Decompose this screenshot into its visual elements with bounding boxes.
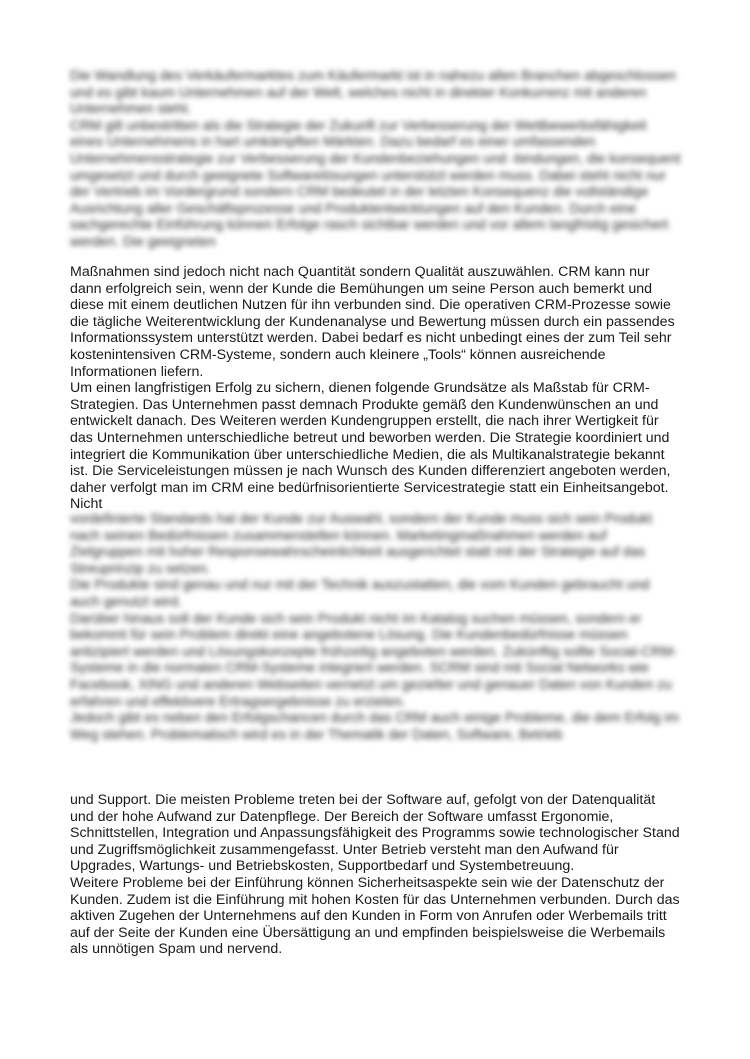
paragraph: Jedoch gibt es neben den Erfolgschancen durch das CRM auch einige Probleme, die dem Erfolg im Weg stehen. Problematisch wird es in der Thematik der Daten, Software, Betrieb bbox=[70, 710, 679, 742]
paragraph: CRM gilt unbestritten als die Strategie der Zukunft zur Verbesserung der Wettbewerbsfähigkeit eines Unternehmens in hart umkämpften Märkten. Dazu bedarf es einer umfassenden Unternehmensstrategie zur Verbesserung der Kundenbeziehungen und -bindungen, die konsequent umgesetzt und durch geeignete Softwarelösungen unterstützt werden muss. Dabei steht nicht nur der Vertrieb im Vordergrund sondern CRM bedeutet in der letzten Konsequenz die vollständige Ausrichtung aller Geschäftsprozesse und Produktentwicklungen auf den Kunden. Durch eine sachgerechte Einführung können Erfolge rasch sichtbar werden und vor allem langfristig gesichert werden. Die geeigneten bbox=[70, 117, 681, 249]
blurred-text-top bbox=[70, 68, 682, 251]
blurred-text-middle bbox=[70, 511, 682, 743]
paragraph: und Support. Die meisten Probleme treten bei der Software auf, gefolgt von der Datenqualität und der hohe Aufwand zur Datenpflege. Der Bereich der Software umfasst Ergonomie, Schnittstellen, Integration und Anpassungsfähigkeit des Programms sowie technologischer Stand und Zugriffsmöglichkeit zusammengefasst. Unter Betrieb versteht man den Aufwand für Upgrades, Wartungs- und Betriebskosten, Supportbedarf und Systembetreuung. bbox=[70, 792, 680, 875]
paragraph: Darüber hinaus soll der Kunde sich sein Produkt nicht im Katalog suchen müssen, sondern er bekommt für sein Problem direkt eine angebotene Lösung. Die Kundenbedürfnisse müssen antizipiert werden und Lösungskonzepte frühzeitig angeboten werden. Zukünftig sollte Social-CRM-Systeme in die normalen CRM-Systeme integriert werden. SCRM sind mit Social Networks wie Facebook, XING und anderen Webseiten vernetzt um gezielter und genauer Daten von Kunden zu erfahren und effektivere Ertragsergebnisse zu erzielen. bbox=[70, 610, 678, 709]
paragraph: vordefinierte Standards hat der Kunde zur Auswahl, sondern der Kunde muss sich sein Produkt nach seinen Bedürfnissen zusammenstellen können. Marketingmaßnahmen werden auf Zielgruppen mit hoher Responsewahrscheinlichkeit ausgerichtet statt mit der Strategie auf das Streuprinzip zu setzen. bbox=[70, 511, 653, 576]
visible-text-bottom bbox=[70, 792, 682, 958]
paragraph: Maßnahmen sind jedoch nicht nach Quantität sondern Qualität auszuwählen. CRM kann nur dann erfolgreich sein, wenn der Kunde die Bemühungen um seine Person auch bemerkt und diese mit einem deutlichen Nutzen für ihn verbunden sind. Die operativen CRM-Prozesse sowie die tägliche Weiterentwicklung der Kundenanalyse und Bewertung müssen durch ein passendes Informationssystem unterstützt werden. Dabei bedarf es nicht unbedingt eines der zum Teil sehr kostenintensiven CRM-Systeme, sondern auch kleinere „Tools“ können ausreichende Informationen liefern. bbox=[70, 264, 675, 380]
paragraph: Weitere Probleme bei der Einführung können Sicherheitsaspekte sein wie der Datenschutz der Kunden. Zudem ist die Einführung mit hohen Kosten für das Unternehmen verbunden. Durch das aktiven Zugehen der Unternehmens auf den Kunden in Form von Anrufen oder Werbemails tritt auf der Seite der Kunden eine Übersättigung an und empfinden beispielsweise die Werbemails als unnötigen Spam und nervend. bbox=[70, 874, 680, 958]
paragraph: Die Produkte sind genau und nur mit der Technik auszustatten, die vom Kunden gebraucht und auch genutzt wird. bbox=[70, 577, 650, 609]
visible-text-middle bbox=[70, 264, 682, 513]
paragraph: Um einen langfristigen Erfolg zu sichern, dienen folgende Grundsätze als Maßstab für CRM-Strategien. Das Unternehmen passt demnach Produkte gemäß den Kundenwünschen an und entwickelt danach. Des Weiteren werden Kundengruppen erstellt, die nach ihrer Wertigkeit für das Unternehmen unterschiedliche betreut und beworben werden. Die Strategie koordiniert und integriert die Kommunikation über unterschiedliche Medien, die als Multikanalstrategie bekannt ist. Die Serviceleistungen müssen je nach Wunsch des Kunden differenziert angeboten werden, daher verfolgt man im CRM eine bedürfnisorientierte Servicestrategie statt ein Einheitsangebot. Nicht bbox=[70, 380, 671, 513]
paragraph: Die Wandlung des Verkäufermarktes zum Käufermarkt ist in nahezu allen Branchen abgeschlossen und es gibt kaum Unternehmen auf der Welt, welches nicht in direkter Konkurrenz mit anderen Unternehmen steht. bbox=[70, 68, 677, 117]
